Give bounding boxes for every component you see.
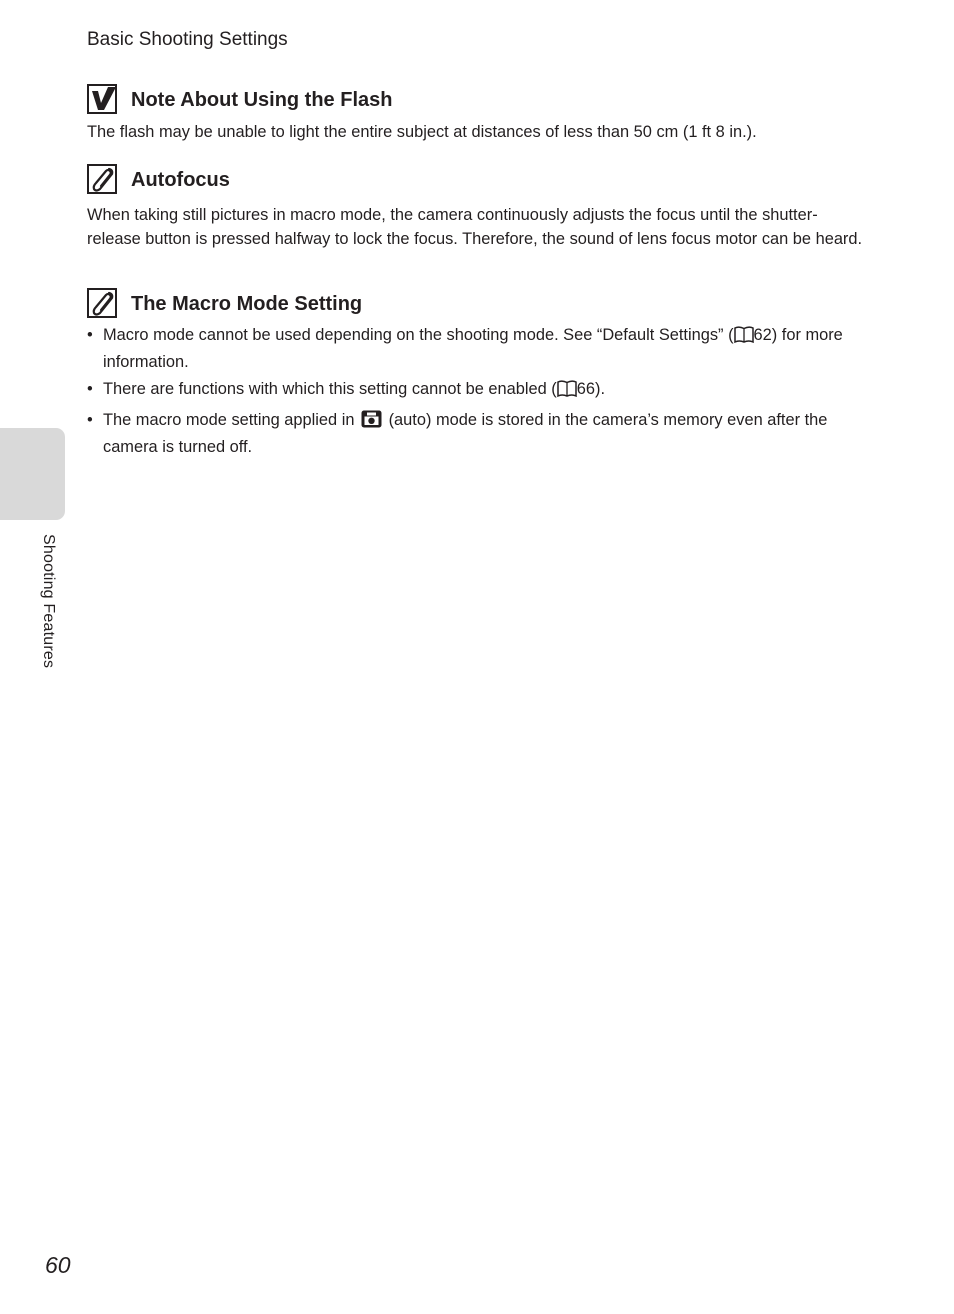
- section-title: The Macro Mode Setting: [131, 293, 363, 315]
- camera-auto-mode-icon: [361, 410, 382, 436]
- running-head-title: Basic Shooting Settings: [87, 29, 288, 50]
- pencil-note-icon: [87, 164, 117, 194]
- section-title: Autofocus: [131, 169, 230, 191]
- pencil-note-icon: [87, 288, 117, 318]
- bullet-text: Macro mode cannot be used depending on the shooting mode. See “Default Settings” (: [103, 326, 734, 344]
- bullet-text: The macro mode setting applied in: [103, 411, 355, 430]
- bullet-text: There are functions with which this setting cannot be enabled (: [103, 380, 557, 399]
- section-title: Note About Using the Flash: [131, 89, 393, 111]
- bullet-text: ) for more information.: [103, 326, 843, 371]
- bullet-item: [87, 378, 867, 405]
- bullet-text: ).: [594, 380, 605, 399]
- section-body-text: When taking still pictures in macro mode, the camera continuously adjusts the focus until the shutter-release button is pressed halfway to lock the focus. Therefore, the sound of lens focus motor can be heard.: [87, 206, 863, 248]
- section-autofocus: [87, 164, 867, 251]
- bullet-list: [87, 324, 867, 460]
- bullet-dot-icon: •: [87, 380, 93, 399]
- book-reference-icon: [734, 326, 754, 351]
- section-heading: [87, 288, 867, 318]
- bullet-dot-icon: •: [87, 411, 93, 430]
- section-macro-mode-setting: [87, 288, 867, 464]
- section-flash-note: [87, 84, 867, 145]
- book-reference-icon: [557, 380, 577, 405]
- page-reference[interactable]: 62: [753, 326, 772, 344]
- side-tab: [0, 428, 65, 520]
- section-heading: [87, 164, 867, 194]
- bullet-item: [87, 324, 867, 374]
- bullet-item: [87, 409, 867, 459]
- bullet-text: (auto) mode is stored in the camera’s memory even after the camera is turned off.: [103, 411, 828, 456]
- side-tab-label: Shooting Features: [40, 534, 57, 669]
- bullet-dot-icon: •: [87, 326, 93, 344]
- section-heading: [87, 84, 867, 114]
- page-reference[interactable]: 66: [576, 380, 595, 399]
- section-body-text: The flash may be unable to light the entire subject at distances of less than 50 cm (1 ft 8 in.).: [87, 123, 757, 141]
- check-mark-icon: [87, 84, 117, 114]
- page-number: 60: [45, 1252, 71, 1278]
